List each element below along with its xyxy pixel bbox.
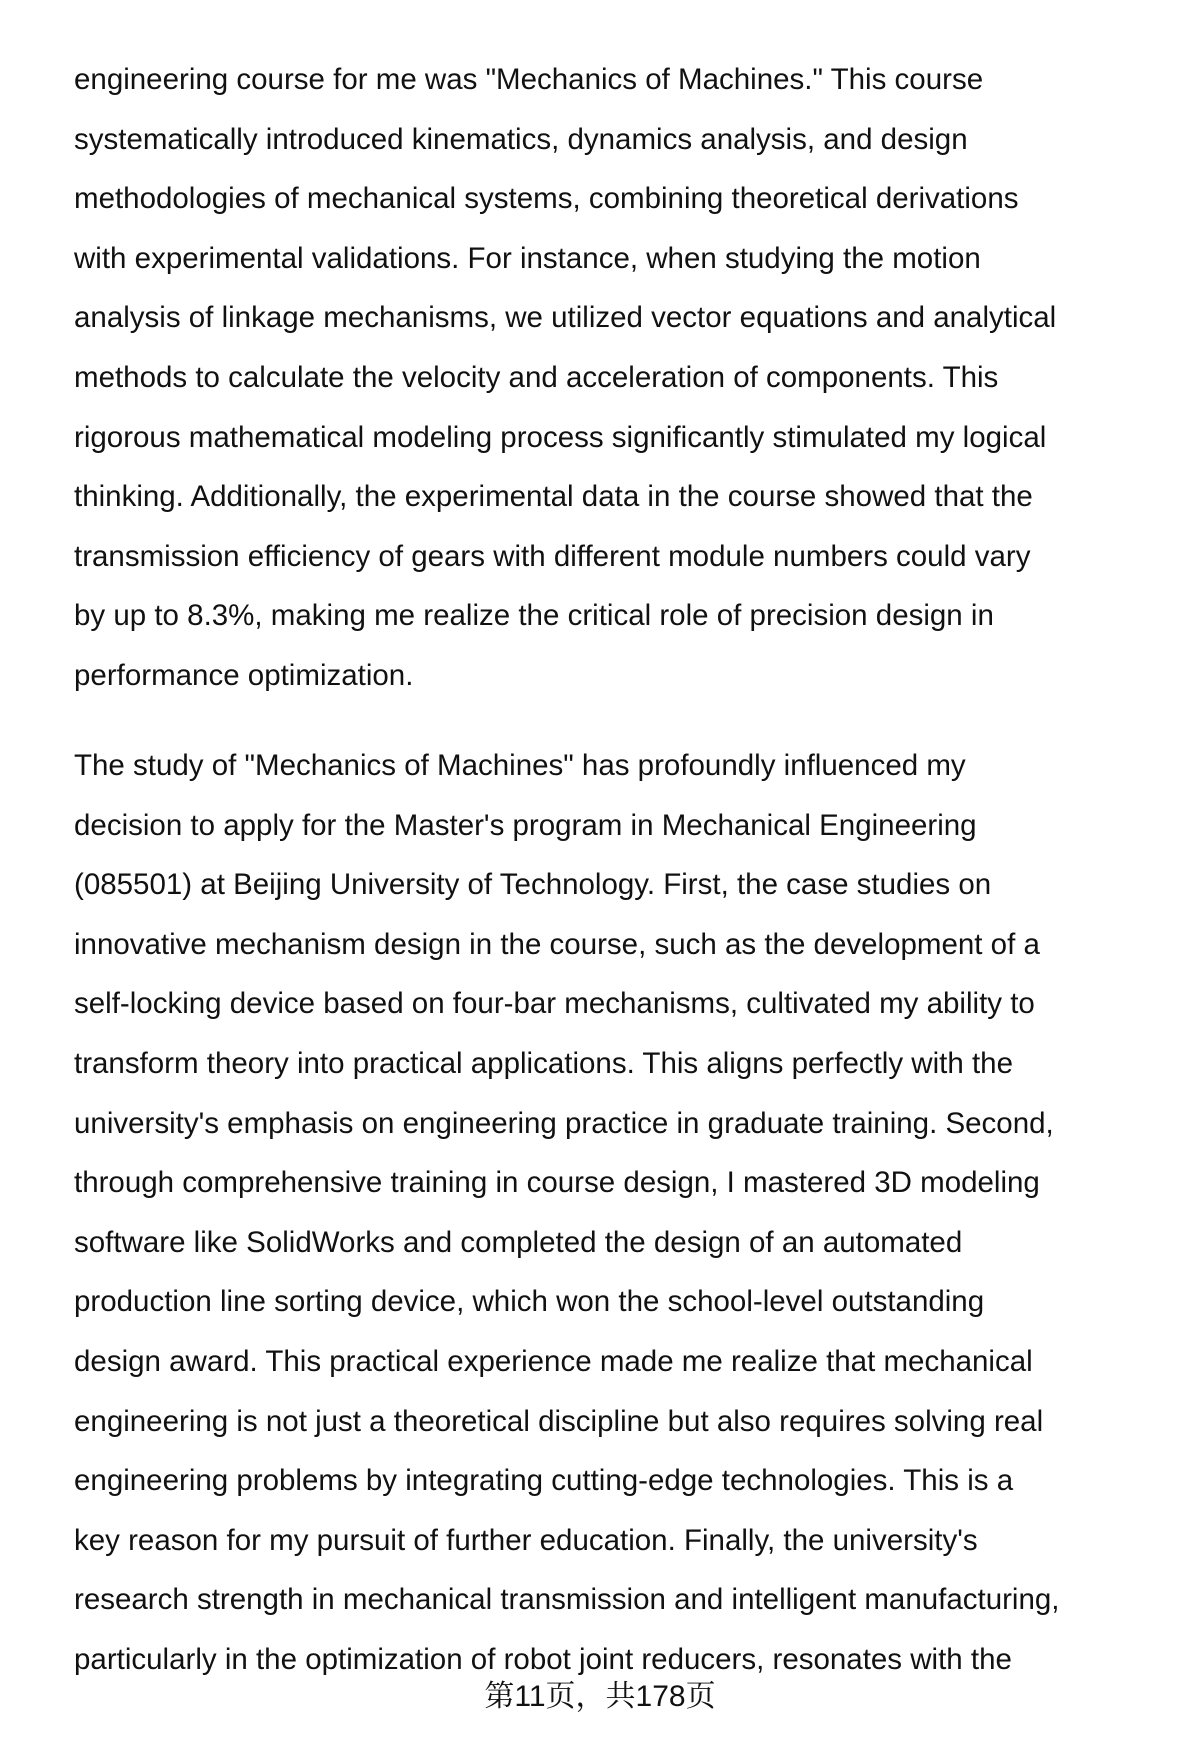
text-line: innovative mechanism design in the course, such as the development of a bbox=[74, 927, 1040, 961]
text-line: (085501) at Beijing University of Technology. First, the case studies on bbox=[74, 868, 992, 902]
text-line: with experimental validations. For instance, when studying the motion bbox=[74, 241, 981, 275]
text-line: key reason for my pursuit of further education. Finally, the university's bbox=[74, 1523, 978, 1557]
paragraph-2 bbox=[74, 736, 1059, 1690]
text-line: particularly in the optimization of robot joint reducers, resonates with the bbox=[74, 1642, 1012, 1676]
text-line: methodologies of mechanical systems, combining theoretical derivations bbox=[74, 182, 1019, 216]
text-line: research strength in mechanical transmission and intelligent manufacturing, bbox=[74, 1583, 1060, 1617]
page-number-footer: 第11页，共178页 bbox=[484, 1680, 716, 1713]
text-line: analysis of linkage mechanisms, we utilized vector equations and analytical bbox=[74, 301, 1057, 335]
text-line: engineering course for me was "Mechanics of Machines." This course bbox=[74, 63, 984, 96]
text-line: transmission efficiency of gears with different module numbers could vary bbox=[74, 539, 1031, 573]
text-line: design award. This practical experience made me realize that mechanical bbox=[74, 1344, 1033, 1378]
text-line: thinking. Additionally, the experimental data in the course showed that the bbox=[74, 480, 1033, 514]
text-line: self-locking device based on four-bar mechanisms, cultivated my ability to bbox=[74, 987, 1035, 1021]
text-line: rigorous mathematical modeling process significantly stimulated my logical bbox=[74, 420, 1047, 454]
text-line: systematically introduced kinematics, dynamics analysis, and design bbox=[74, 122, 968, 156]
text-line: university's emphasis on engineering practice in graduate training. Second, bbox=[74, 1106, 1054, 1140]
text-line: by up to 8.3%, making me realize the critical role of precision design in bbox=[74, 599, 994, 633]
text-line: through comprehensive training in course design, I mastered 3D modeling bbox=[74, 1166, 1040, 1200]
text-line: The study of "Mechanics of Machines" has profoundly influenced my bbox=[74, 749, 966, 782]
paragraph-1 bbox=[74, 50, 1056, 706]
text-line: software like SolidWorks and completed the design of an automated bbox=[74, 1225, 963, 1259]
text-line: transform theory into practical applications. This aligns perfectly with the bbox=[74, 1046, 1013, 1080]
text-line: decision to apply for the Master's program in Mechanical Engineering bbox=[74, 808, 977, 842]
text-line: engineering problems by integrating cutting-edge technologies. This is a bbox=[74, 1464, 1014, 1498]
text-line: production line sorting device, which won the school-level outstanding bbox=[74, 1285, 985, 1319]
text-line: engineering is not just a theoretical discipline but also requires solving real bbox=[74, 1404, 1044, 1438]
text-line: methods to calculate the velocity and acceleration of components. This bbox=[74, 360, 999, 394]
text-line: performance optimization. bbox=[74, 658, 414, 692]
